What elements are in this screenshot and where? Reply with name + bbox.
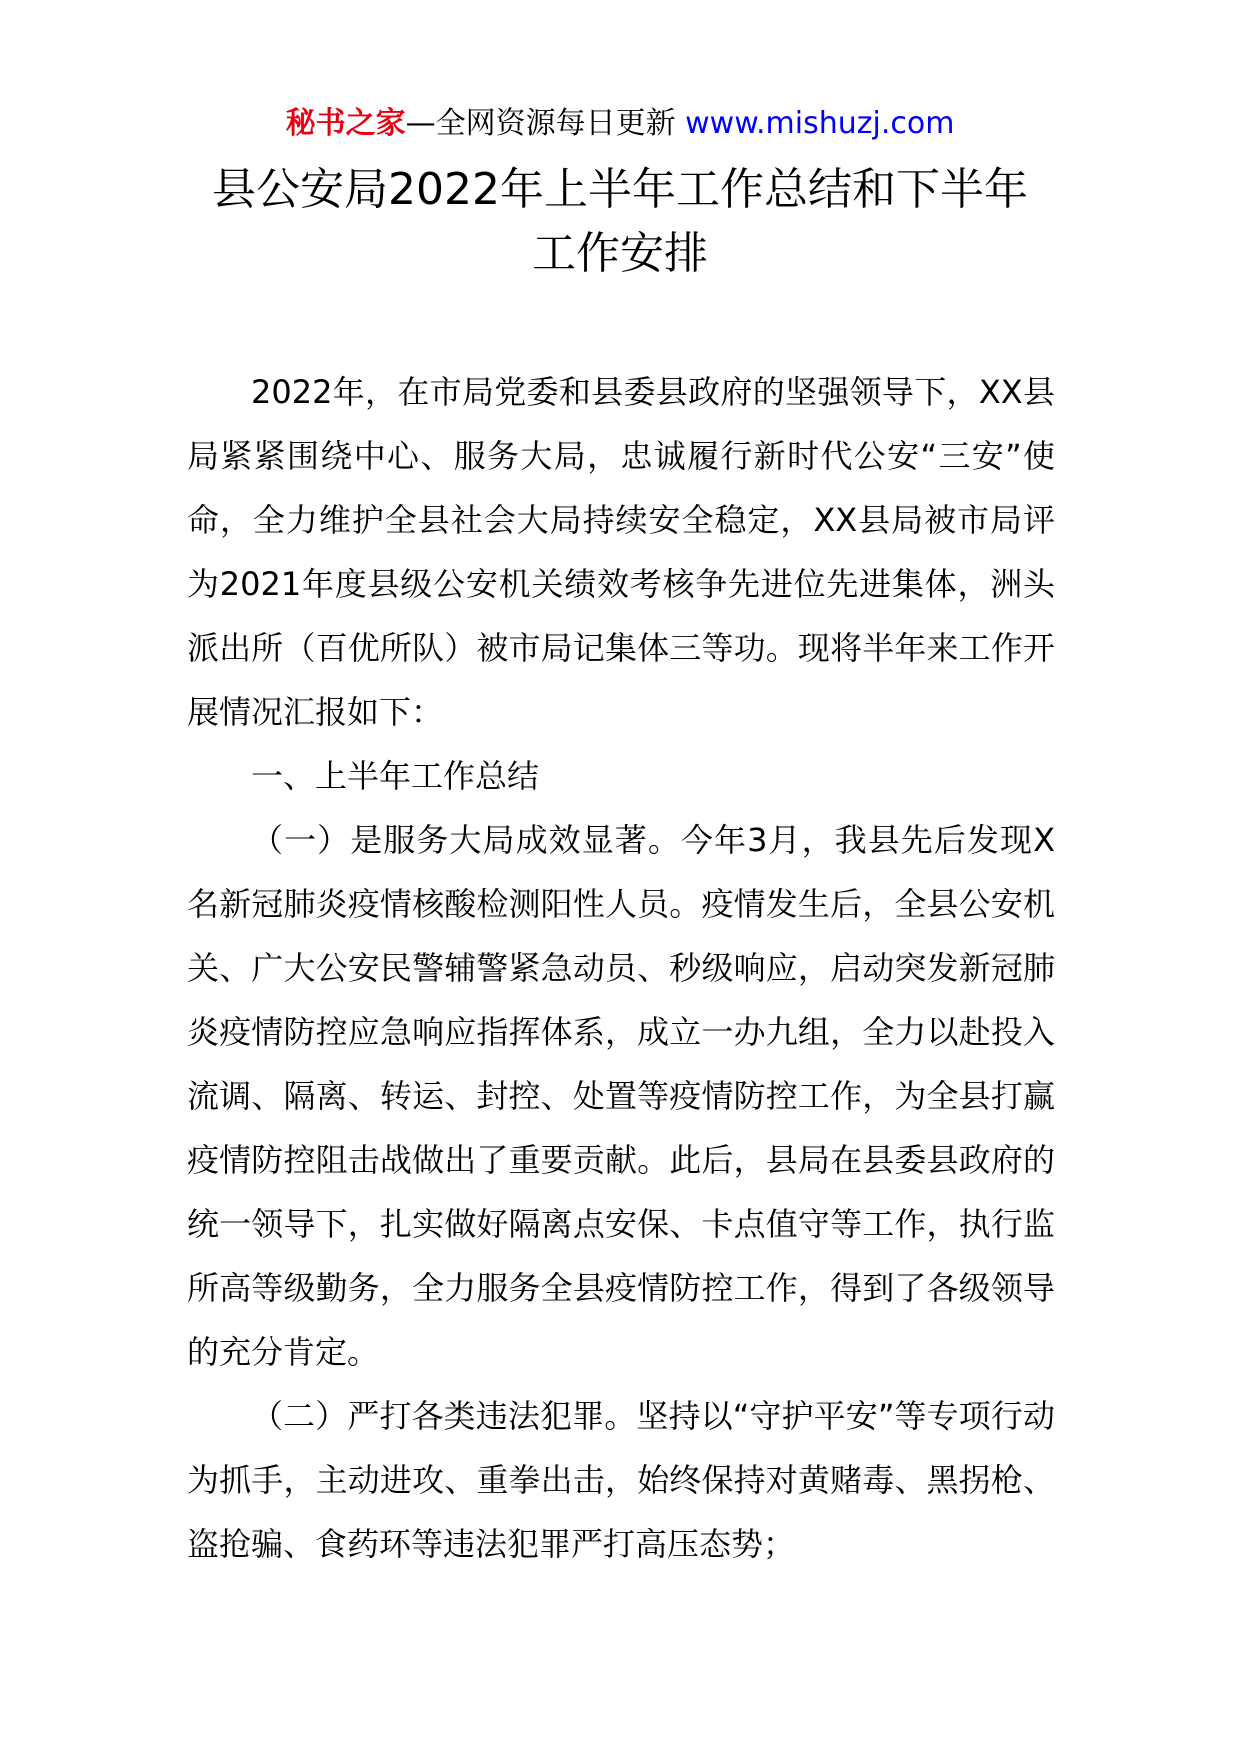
- site-url-link[interactable]: www.mishuzj.com: [685, 106, 955, 141]
- document-title-line-1: 县公安局2022年上半年工作总结和下半年: [212, 164, 1028, 215]
- body-paragraph: （一）是服务大局成效显著。今年3月，我县先后发现X名新冠肺炎疫情核酸检测阳性人员。疫情发生后，全县公安机关、广大公安民警辅警紧急动员、秒级响应，启动突发新冠肺炎疫情防控应急响应指挥体系，成立一办九组，全力以赴投入流调、隔离、转运、封控、处置等疫情防控工作，为全县打赢疫情防控阻击战做出了重要贡献。此后，县局在县委县政府的统一领导下，扎实做好隔离点安保、卡点值守等工作，执行监所高等级勤务，全力服务全县疫情防控工作，得到了各级领导的充分肯定。: [187, 821, 1055, 1371]
- site-header: [0, 102, 1240, 146]
- section-heading: 一、上半年工作总结: [251, 757, 540, 795]
- document-body: [187, 360, 1055, 1576]
- intro-paragraph: 2022年，在市局党委和县委县政府的坚强领导下，XX县局紧紧围绕中心、服务大局，忠诚履行新时代公安“三安”使命，全力维护全县社会大局持续安全稳定，XX县局被市局评为2021年度县级公安机关绩效考核争先进位先进集体，洲头派出所（百优所队）被市局记集体三等功。现将半年来工作开展情况汇报如下：: [187, 373, 1055, 731]
- document-title-line-2: 工作安排: [532, 228, 708, 279]
- body-paragraph: （二）严打各类违法犯罪。坚持以“守护平安”等专项行动为抓手，主动进攻、重拳出击，始终保持对黄赌毒、黑拐枪、盗抢骗、食药环等违法犯罪严打高压态势；: [187, 1397, 1055, 1563]
- site-brand: 秘书之家: [285, 106, 406, 141]
- document-title: [160, 158, 1080, 286]
- site-tagline: —全网资源每日更新: [405, 106, 676, 141]
